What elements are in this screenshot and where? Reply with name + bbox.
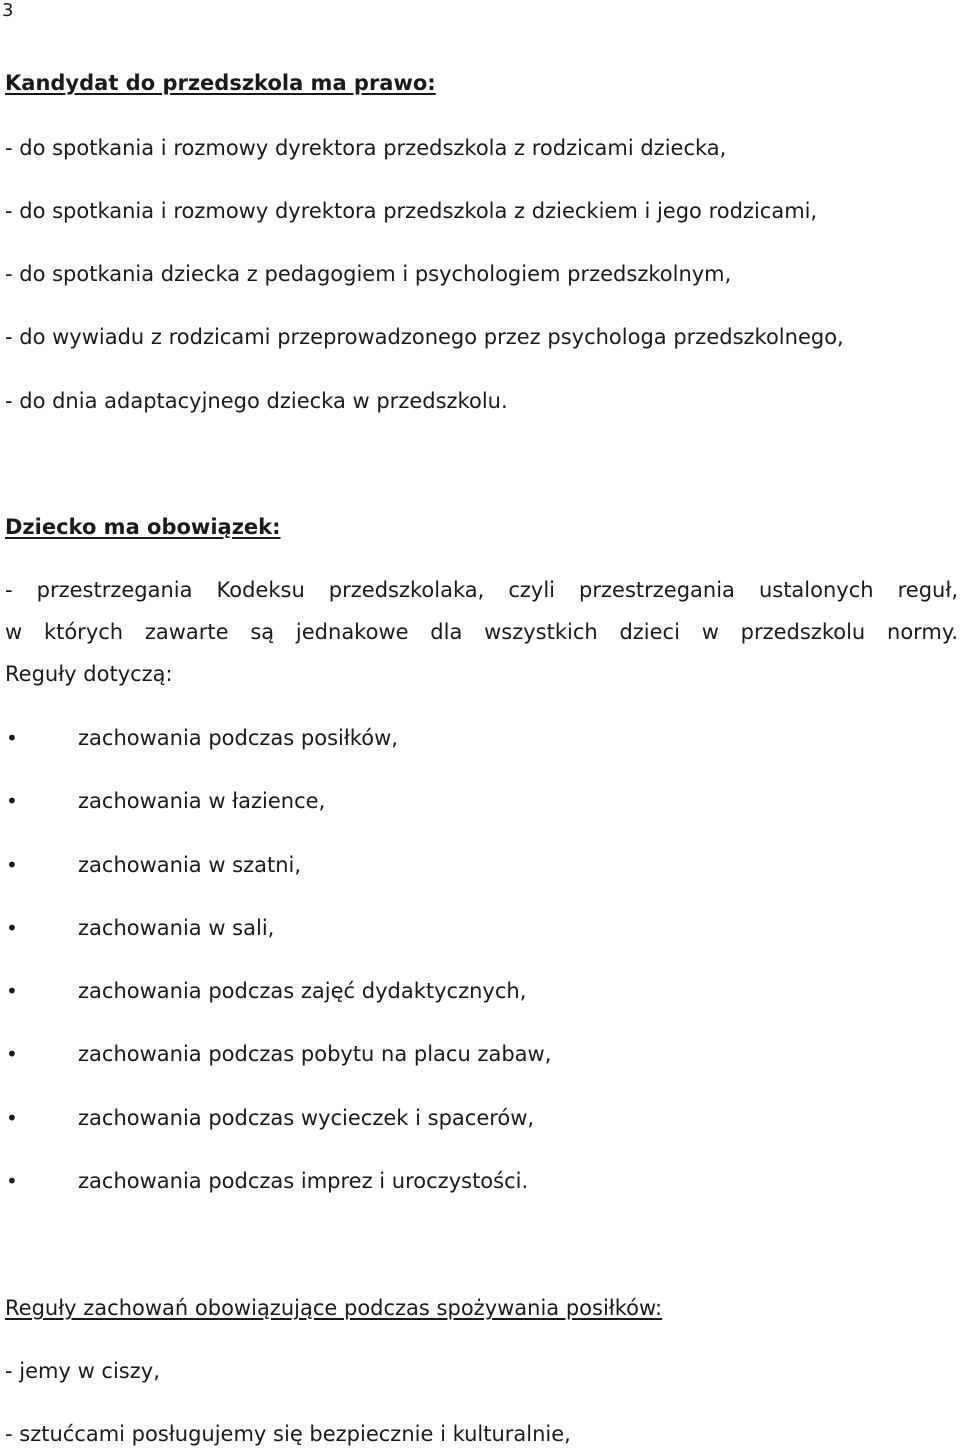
bullet-icon: • [6, 979, 18, 1003]
bullet-list-item [0, 788, 940, 814]
paragraph-line: Reguły dotyczą: [5, 662, 173, 686]
bullet-icon: • [6, 916, 18, 940]
bullet-icon: • [6, 1106, 18, 1130]
bullet-list-item [0, 1168, 940, 1194]
bullet-text: zachowania podczas posiłków, [78, 726, 398, 750]
bullet-icon: • [6, 1169, 18, 1193]
bullet-text: zachowania podczas zajęć dydaktycznych, [78, 979, 527, 1003]
bullet-list-item [0, 978, 940, 1004]
paragraph-line: - przestrzegania Kodeksu przedszkolaka, czyli przestrzegania ustalonych reguł, [5, 578, 958, 602]
bullet-text: zachowania w szatni, [78, 853, 302, 877]
bullet-text: zachowania podczas pobytu na placu zabaw, [78, 1042, 552, 1066]
bullet-list-item [0, 852, 940, 878]
bullet-icon: • [6, 726, 18, 750]
paragraph-line: w których zawarte są jednakowe dla wszystkich dzieci w przedszkolu normy. [5, 620, 958, 644]
bullet-list-item [0, 725, 940, 751]
section-heading-meal-rules: Reguły zachowań obowiązujące podczas spożywania posiłków: [5, 1296, 663, 1320]
bullet-text: zachowania w sali, [78, 916, 275, 940]
section-heading-child-duties: Dziecko ma obowiązek: [5, 515, 281, 539]
bullet-text: zachowania podczas imprez i uroczystości. [78, 1169, 529, 1193]
list-item: - do spotkania i rozmowy dyrektora przedszkola z dzieckiem i jego rodzicami, [5, 199, 818, 223]
bullet-list-item [0, 1105, 940, 1131]
list-item: - do spotkania dziecka z pedagogiem i psychologiem przedszkolnym, [5, 262, 732, 286]
bullet-icon: • [6, 853, 18, 877]
list-item: - do spotkania i rozmowy dyrektora przedszkola z rodzicami dziecka, [5, 136, 727, 160]
list-item: - jemy w ciszy, [5, 1359, 160, 1383]
bullet-icon: • [6, 1042, 18, 1066]
bullet-text: zachowania podczas wycieczek i spacerów, [78, 1106, 535, 1130]
list-item: - do dnia adaptacyjnego dziecka w przedszkolu. [5, 389, 508, 413]
list-item: - do wywiadu z rodzicami przeprowadzonego przez psychologa przedszkolnego, [5, 325, 844, 349]
bullet-icon: • [6, 789, 18, 813]
list-item: - sztućcami posługujemy się bezpiecznie i kulturalnie, [5, 1422, 571, 1446]
bullet-list-item [0, 915, 940, 941]
page-number: 3 [2, 0, 14, 21]
bullet-list-item [0, 1041, 940, 1067]
bullet-text: zachowania w łazience, [78, 789, 326, 813]
section-heading-candidate-rights: Kandydat do przedszkola ma prawo: [5, 71, 436, 95]
